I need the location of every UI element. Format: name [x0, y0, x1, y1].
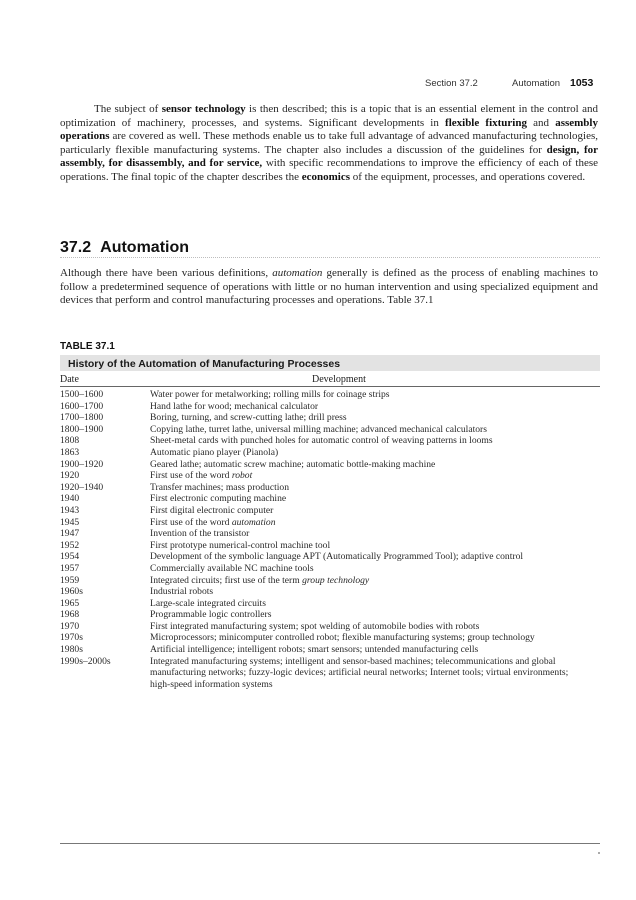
row-date: 1947 — [60, 528, 80, 540]
table-row — [60, 551, 600, 563]
section-number: 37.2 — [60, 239, 92, 256]
header-section-name: Automation — [512, 78, 561, 89]
row-development: Microprocessors; minicomputer controlled robot; flexible manufacturing systems; group technology — [150, 632, 535, 644]
row-development: Industrial robots — [150, 586, 214, 598]
row-development: Commercially available NC machine tools — [150, 562, 314, 574]
row-development: Transfer machines; mass production — [150, 481, 289, 493]
row-development: Artificial intelligence; intelligent robots; smart sensors; untended manufacturing cells — [150, 644, 479, 656]
row-development: First digital electronic computer — [150, 504, 274, 516]
row-date: 1990s–2000s — [60, 655, 111, 667]
row-development: First use of the word robot — [150, 470, 253, 482]
table-row — [60, 540, 600, 552]
section-heading — [60, 239, 189, 257]
row-date: 1920–1940 — [60, 481, 104, 493]
table-header-rule — [60, 386, 600, 387]
row-development: First use of the word automation — [150, 516, 276, 528]
row-date: 1960s — [60, 586, 83, 598]
table-row — [60, 609, 600, 621]
row-date: 1920 — [60, 470, 80, 482]
running-header — [0, 78, 636, 94]
row-date: 1952 — [60, 539, 80, 551]
row-date: 1945 — [60, 516, 80, 528]
row-date: 1863 — [60, 446, 80, 458]
row-development: Programmable logic controllers — [150, 609, 272, 621]
row-development: First electronic computing machine — [150, 493, 287, 505]
table-row — [60, 447, 600, 459]
intro-paragraph: The subject of sensor technology is then described; this is a topic that is an essential element in the control and optimization of machinery, processes, and systems. Significant developments in flexible fixturing and assembly operations are covered as well. These methods enable us to take full advantage of advanced manufacturing technologies, particularly flexible manufacturing systems. The chapter also includes a discussion of the guidelines for design, for assembly, for disassembly, and for service, with specific recommendations to improve the efficiency of each of these operations. The final topic of the chapter describes the economics of the equipment, processes, and operations covered. — [60, 103, 599, 183]
row-development: Integrated manufacturing systems; intelligent and sensor-based machines; telecommunications and global manufacturing networks; fuzzy-logic devices; artificial neural networks; Internet tools; virtual environments; high-speed information systems — [150, 655, 569, 690]
table-row — [60, 632, 600, 644]
table-row — [60, 505, 600, 517]
table-row — [60, 563, 600, 575]
table-bottom-rule — [60, 843, 600, 844]
table-row — [60, 401, 600, 413]
table-row — [60, 470, 600, 482]
row-date: 1970s — [60, 632, 83, 644]
column-header-date: Date — [60, 374, 79, 385]
scan-speck — [598, 852, 600, 854]
section-divider — [60, 257, 600, 258]
row-date: 1500–1600 — [60, 389, 104, 400]
row-date: 1940 — [60, 493, 80, 505]
row-date: 1900–1920 — [60, 458, 104, 470]
table-row — [60, 656, 600, 691]
row-date: 1957 — [60, 562, 80, 574]
header-section-number: Section 37.2 — [425, 78, 478, 89]
row-date: 1970 — [60, 620, 80, 632]
row-date: 1808 — [60, 435, 80, 447]
row-date: 1968 — [60, 609, 80, 621]
row-date: 1800–1900 — [60, 423, 104, 435]
row-date: 1954 — [60, 551, 80, 563]
table-row — [60, 389, 600, 401]
row-development: Invention of the transistor — [150, 528, 250, 540]
section-title: Automation — [100, 239, 190, 256]
row-development: Development of the symbolic language APT (Automatically Programmed Tool); adaptive control — [150, 551, 524, 563]
table-row — [60, 424, 600, 436]
table-row — [60, 435, 600, 447]
table-row — [60, 644, 600, 656]
row-date: 1980s — [60, 644, 83, 656]
row-development: Sheet-metal cards with punched holes for automatic control of weaving patterns in looms — [150, 435, 493, 447]
row-development: Integrated circuits; first use of the term group technology — [150, 574, 370, 586]
table-row — [60, 493, 600, 505]
page-number: 1053 — [570, 77, 594, 89]
table-row — [60, 459, 600, 471]
column-header-development: Development — [312, 374, 366, 385]
row-development: First integrated manufacturing system; spot welding of automobile bodies with robots — [150, 620, 480, 632]
row-development: Automatic piano player (Pianola) — [150, 446, 279, 458]
table-label: TABLE 37.1 — [60, 341, 115, 352]
table-row — [60, 598, 600, 610]
row-development: Hand lathe for wood; mechanical calculator — [150, 400, 319, 412]
table-row — [60, 528, 600, 540]
automation-paragraph: Although there have been various definitions, automation generally is defined as the process of enabling machines to follow a predetermined sequence of operations with little or no human intervention and using specialized equipment and devices that perform and control manufacturing processes and operations. Table 37.1 — [60, 267, 598, 307]
row-date: 1959 — [60, 574, 80, 586]
table-row — [60, 517, 600, 529]
row-date: 1600–1700 — [60, 400, 104, 412]
row-date: 1700–1800 — [60, 412, 104, 424]
row-development: Large-scale integrated circuits — [150, 597, 266, 609]
row-date: 1943 — [60, 504, 80, 516]
row-development: First prototype numerical-control machine tool — [150, 539, 331, 551]
table-row — [60, 482, 600, 494]
table-title: History of the Automation of Manufacturing Processes — [68, 358, 341, 370]
table-row — [60, 575, 600, 587]
table-row — [60, 586, 600, 598]
row-date: 1965 — [60, 597, 80, 609]
table-body — [60, 389, 600, 690]
row-development: Boring, turning, and screw-cutting lathe; drill press — [150, 412, 347, 424]
row-development: Copying lathe, turret lathe, universal milling machine; advanced mechanical calculators — [150, 423, 487, 435]
table-row — [60, 621, 600, 633]
table-row — [60, 412, 600, 424]
row-development: Geared lathe; automatic screw machine; automatic bottle-making machine — [150, 458, 436, 470]
row-development: Water power for metalworking; rolling mills for coinage strips — [150, 389, 390, 400]
